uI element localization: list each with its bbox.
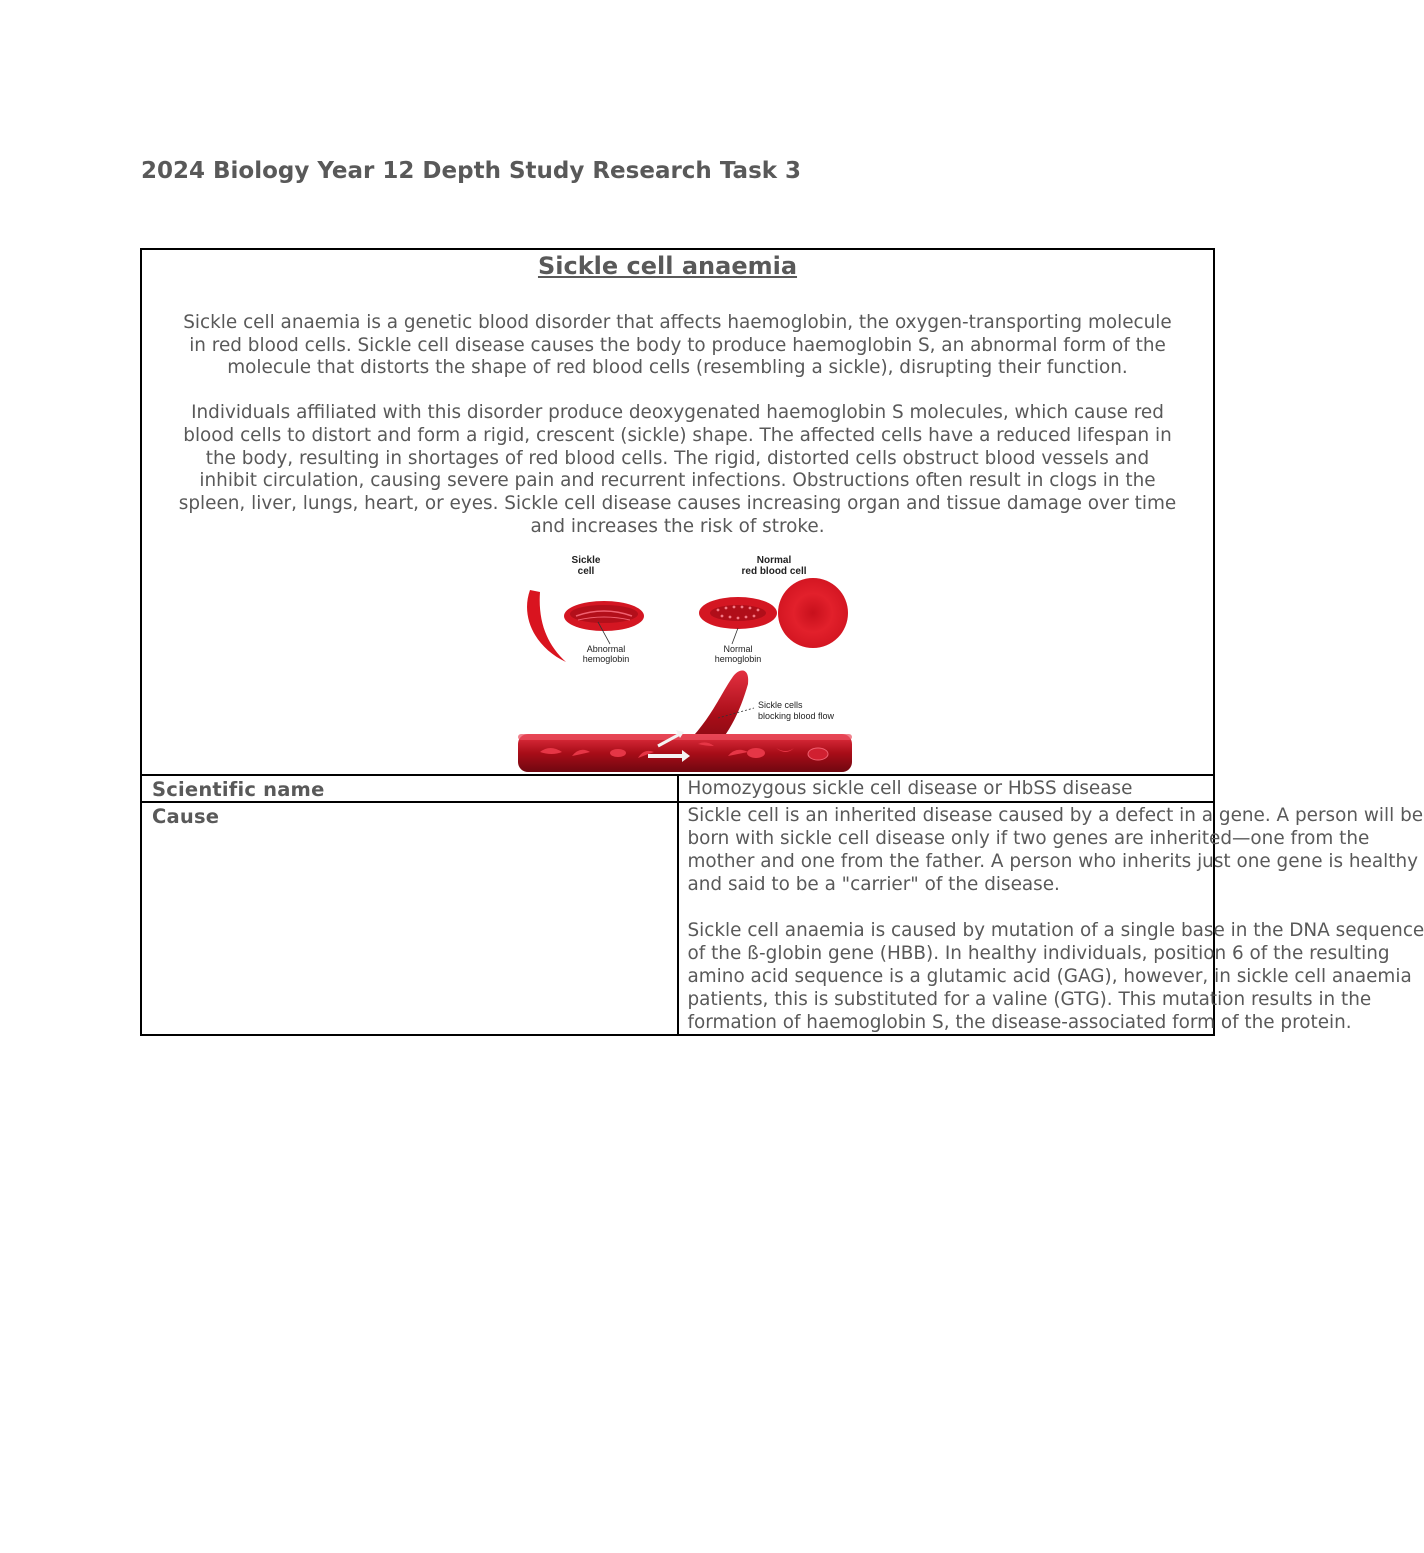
effects-line: the body, resulting in shortages of red blood cells. The rigid, distorted cells obstruct blood vessels and (205, 447, 1150, 469)
scientific-name-label: Scientific name (141, 775, 678, 802)
cause-line: and said to be a "carrier" of the disease. (687, 874, 1060, 895)
normal-rbc-icon (778, 578, 848, 648)
effects-line: blood cells to distort and form a rigid, crescent (sickle) shape. The affected cells have a reduced lifespan in (183, 424, 1172, 446)
scientific-name-value: Homozygous sickle cell disease or HbSS disease (678, 775, 1215, 802)
label-blocking-2: blocking blood flow (758, 711, 835, 721)
hero-row (141, 249, 1214, 775)
label-blocking: Sickle cells (758, 700, 803, 710)
disease-heading: Sickle cell anaemia (537, 252, 798, 280)
intro-line: Sickle cell anaemia is a genetic blood disorder that affects haemoglobin, the oxygen-transporting molecule (183, 312, 1172, 333)
scientific-name-row (141, 775, 1214, 802)
effects-line: inhibit circulation, causing severe pain and recurrent infections. Obstructions often result in clogs in the (199, 470, 1156, 492)
intro-line: molecule that distorts the shape of red blood cells (resembling a sickle), disrupting their function. (227, 357, 1128, 379)
label-normal-hb-2: hemoglobin (714, 654, 762, 664)
cause-row (141, 802, 1214, 1035)
intro-paragraph (142, 312, 1213, 380)
label-normal-hb: Normal (723, 644, 753, 654)
label-sickle-cell: Sickle (571, 555, 601, 566)
cause-line: amino acid sequence is a glutamic acid (GAG), however, in sickle cell anaemia (687, 966, 1412, 987)
effects-line: Individuals affiliated with this disorder produce deoxygenated haemoglobin S molecules, which cause red (191, 402, 1164, 424)
label-sickle-cell-2: cell (577, 566, 595, 577)
effects-line: spleen, liver, lungs, heart, or eyes. Sickle cell disease causes increasing organ and tissue damage over time (178, 492, 1177, 514)
intro-line: in red blood cells. Sickle cell disease causes the body to produce haemoglobin S, an abnormal form of the (189, 334, 1166, 356)
cause-line: patients, this is substituted for a valine (GTG). This mutation results in the (687, 989, 1372, 1010)
hero-cell (141, 249, 1214, 775)
label-normal-rbc-2: red blood cell (741, 566, 807, 577)
effects-paragraph (142, 402, 1213, 538)
cause-paragraph-mutation (687, 919, 1424, 1034)
cause-value (678, 802, 1424, 1035)
cause-line: of the ß-globin gene (HBB). In healthy individuals, position 6 of the resulting (687, 943, 1390, 964)
label-abnormal-hb: Abnormal (586, 644, 626, 654)
cause-line: born with sickle cell disease only if two genes are inherited—one from the (687, 828, 1370, 849)
cause-line: Sickle cell is an inherited disease caused by a defect in a gene. A person will be (687, 805, 1424, 826)
cause-label: Cause (141, 802, 678, 1035)
sickle-cell-illustration (518, 548, 858, 778)
label-abnormal-hb-2: hemoglobin (582, 654, 630, 664)
cause-paragraph-inheritance (687, 804, 1424, 896)
cause-line: formation of haemoglobin S, the disease-associated form of the protein. (687, 1012, 1352, 1033)
sickle-crescent-icon (527, 590, 566, 662)
label-normal-rbc: Normal (756, 555, 792, 566)
info-table (140, 248, 1424, 1036)
effects-line: and increases the risk of stroke. (530, 515, 825, 537)
cause-line: mother and one from the father. A person who inherits just one gene is healthy (687, 851, 1418, 872)
document-title: 2024 Biology Year 12 Depth Study Research Task 3 (141, 158, 802, 184)
cause-line: Sickle cell anaemia is caused by mutation of a single base in the DNA sequence (687, 920, 1424, 941)
